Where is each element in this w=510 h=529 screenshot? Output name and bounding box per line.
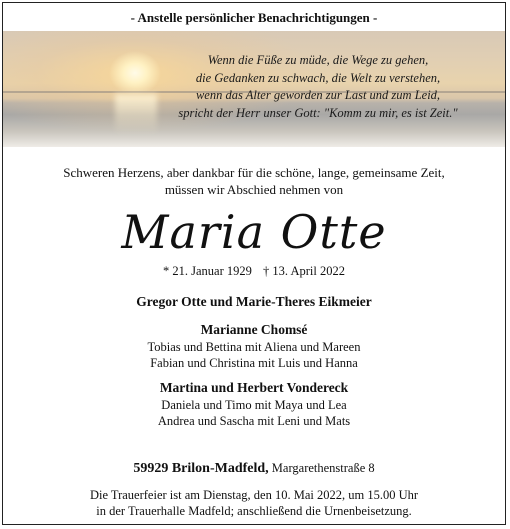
poem-line: wenn das Alter geworden zur Last und zum Leid, <box>195 88 441 102</box>
family-group-2-head: Marianne Chomsé <box>200 322 308 337</box>
poem <box>163 52 473 122</box>
intro-text <box>3 164 505 198</box>
intro-line: müssen wir Abschied nehmen von <box>164 182 344 197</box>
death-date: † 13. April 2022 <box>263 264 345 278</box>
birth-date: * 21. Januar 1929 <box>163 264 252 278</box>
poem-line: die Gedanken zu schwach, die Welt zu verstehen, <box>195 70 441 85</box>
family-group-1-head: Gregor Otte und Marie-Theres Eikmeier <box>136 294 372 309</box>
family-line: Fabian und Christina mit Luis und Hanna <box>150 356 358 370</box>
deceased-name: Maria Otte <box>121 205 387 259</box>
intro-line: Schweren Herzens, aber dankbar für die schöne, lange, gemeinsame Zeit, <box>63 165 445 180</box>
service-line: Die Trauerfeier ist am Dienstag, den 10. Mai 2022, um 15.00 Uhr <box>89 488 419 502</box>
family-line: Daniela und Timo mit Maya und Lea <box>161 398 347 412</box>
poem-line: Wenn die Füße zu müde, die Wege zu gehen, <box>207 53 429 67</box>
address-street: Margarethenstraße 8 <box>271 461 375 475</box>
life-dates <box>3 264 505 279</box>
header-note: - Anstelle persönlicher Benachrichtigungen - <box>130 10 378 25</box>
family-list <box>3 293 505 429</box>
family-group-3-head: Martina und Herbert Vondereck <box>159 380 349 395</box>
family-line: Andrea und Sascha mit Leni und Mats <box>157 414 351 428</box>
address-city: 59929 Brilon-Madfeld, <box>133 461 269 476</box>
poem-line: spricht der Herr unser Gott: "Komm zu mir, es ist Zeit." <box>178 105 458 120</box>
obituary-notice <box>2 2 506 525</box>
sunset-image <box>3 31 505 147</box>
service-info <box>3 487 505 519</box>
sun-reflection <box>115 94 157 134</box>
address <box>3 461 505 477</box>
family-line: Tobias und Bettina mit Aliena und Mareen <box>147 340 361 354</box>
service-line: in der Trauerhalle Madfeld; anschließend die Urnenbeisetzung. <box>96 504 412 518</box>
